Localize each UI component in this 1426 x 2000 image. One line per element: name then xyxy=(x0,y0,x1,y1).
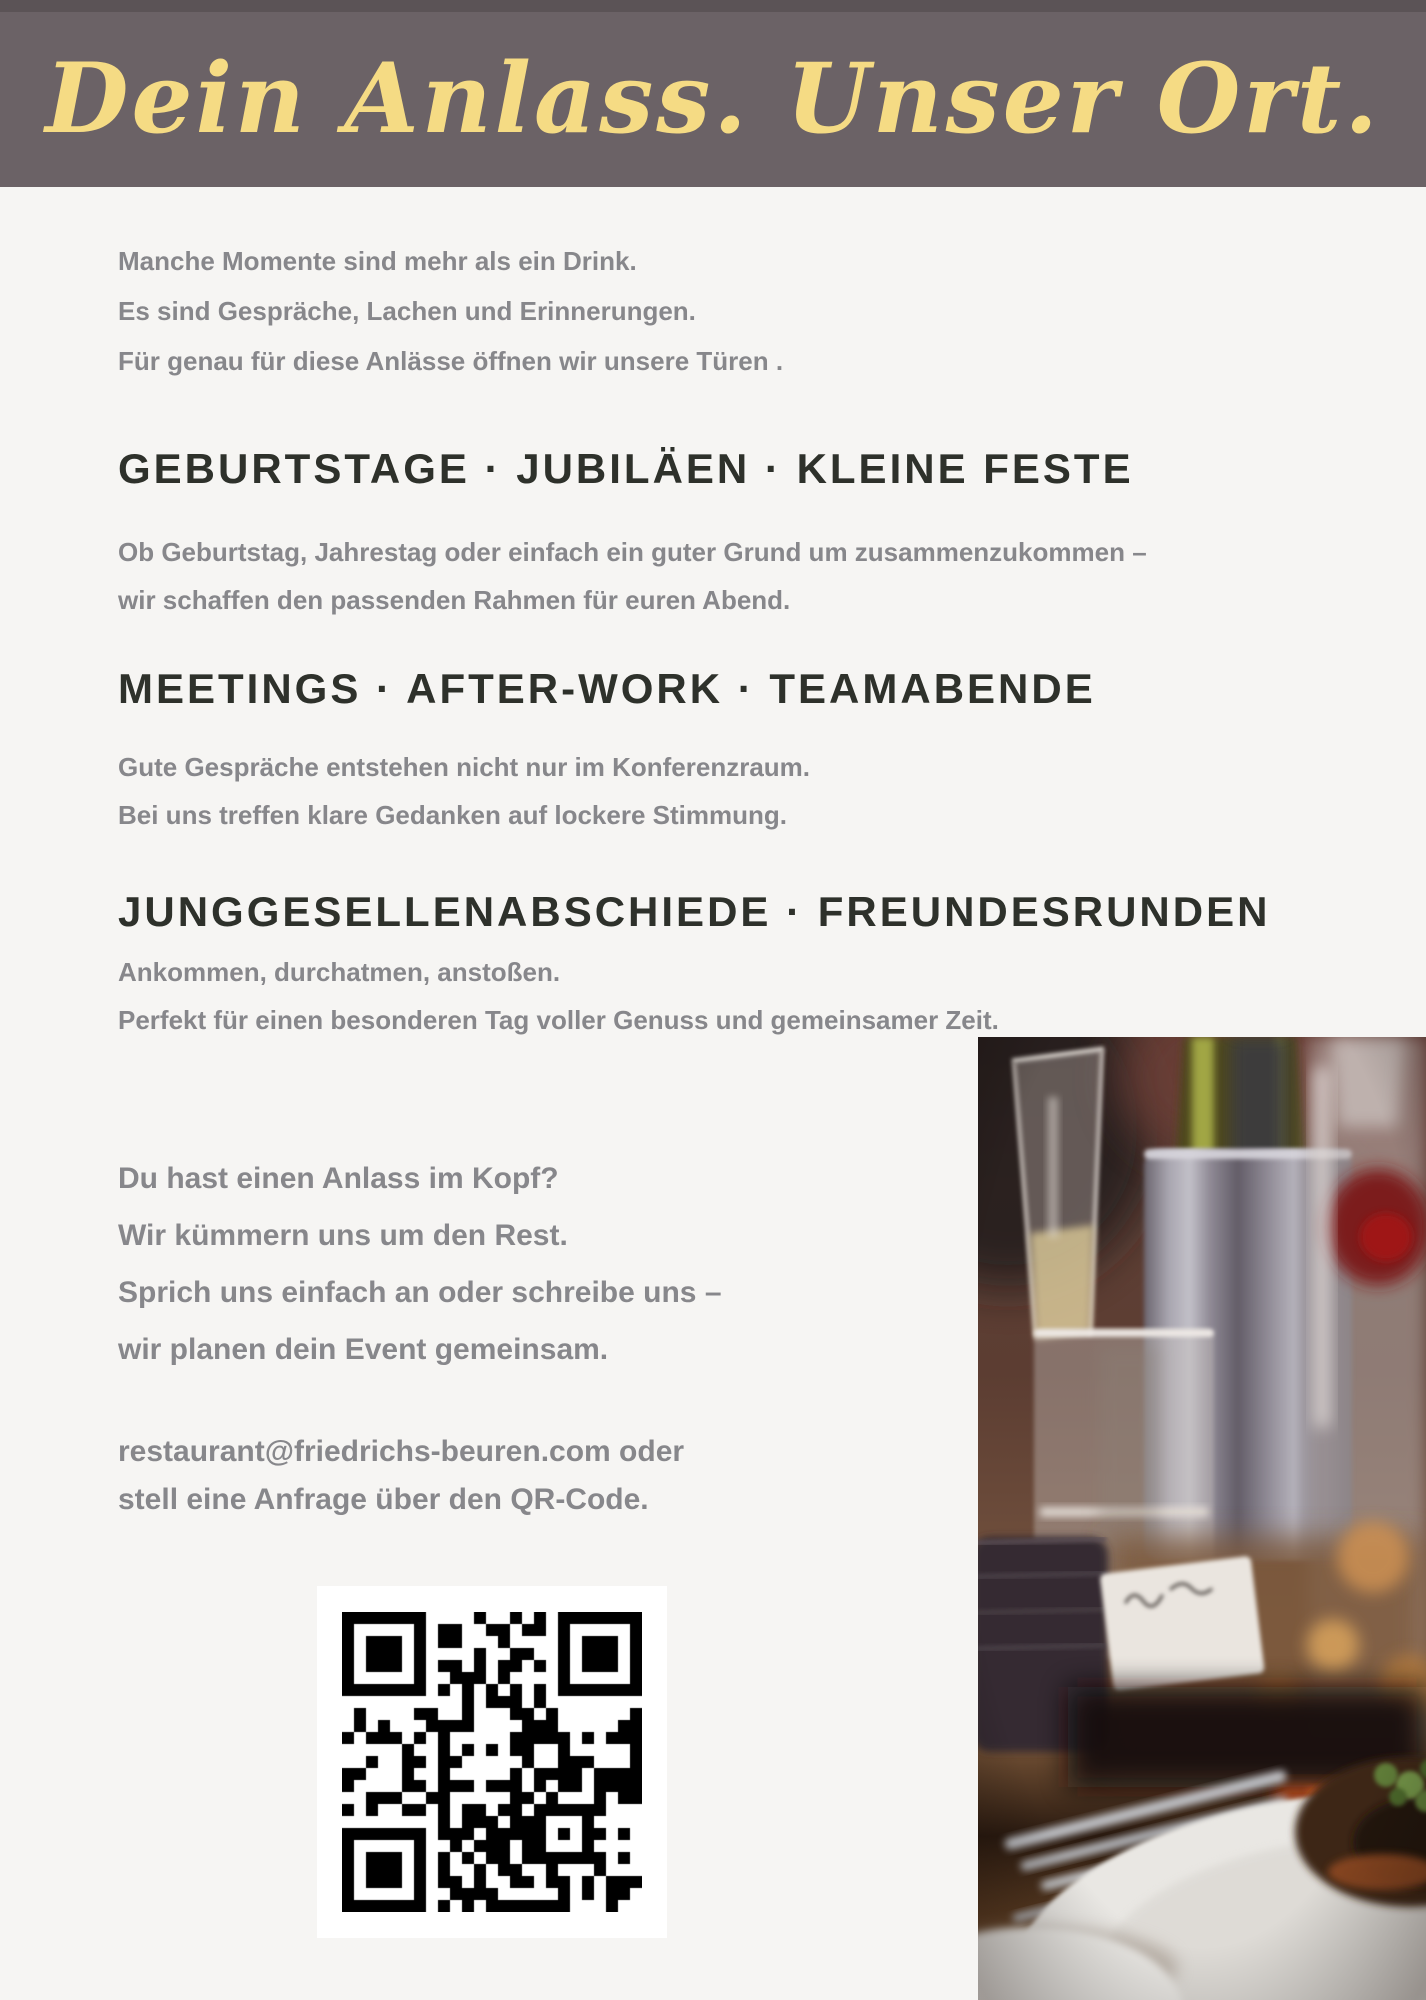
text-line: Bei uns treffen klare Gedanken auf lockere Stimmung. xyxy=(118,800,787,830)
cta-line: Sprich uns einfach an oder schreibe uns – xyxy=(118,1276,722,1309)
section-body-junggesellenabschiede xyxy=(118,948,999,1044)
table-setting-photo xyxy=(978,1037,1426,2000)
intro-line: Für genau für diese Anlässe öffnen wir unsere Türen . xyxy=(118,346,784,376)
text-line: Perfekt für einen besonderen Tag voller Genuss und gemeinsamer Zeit. xyxy=(118,1005,999,1035)
text-line: Ob Geburtstag, Jahrestag oder einfach ein guter Grund um zusammenzukommen – xyxy=(118,537,1147,567)
qr-code xyxy=(317,1586,667,1938)
section-heading-meetings: MEETINGS · AFTER-WORK · TEAMABENDE xyxy=(118,665,1096,712)
table-setting-illustration xyxy=(978,1037,1426,2000)
intro-paragraph xyxy=(118,236,783,386)
intro-line: Manche Momente sind mehr als ein Drink. xyxy=(118,246,637,276)
page-title: Dein Anlass. Unser Ort. xyxy=(45,42,1381,155)
text-line: Ankommen, durchatmen, anstoßen. xyxy=(118,957,561,987)
section-body-meetings xyxy=(118,743,810,839)
cta-line: wir planen dein Event gemeinsam. xyxy=(118,1333,609,1366)
cta-line: Du hast einen Anlass im Kopf? xyxy=(118,1162,559,1195)
contact-block xyxy=(118,1428,684,1524)
intro-line: Es sind Gespräche, Lachen und Erinnerungen. xyxy=(118,296,696,326)
section-heading-geburtstage: GEBURTSTAGE · JUBILÄEN · KLEINE FESTE xyxy=(118,445,1134,492)
section-body-geburtstage xyxy=(118,528,1147,624)
cta-paragraph xyxy=(118,1150,722,1378)
qr-code-canvas xyxy=(342,1612,642,1912)
contact-email-line: restaurant@friedrichs-beuren.com oder xyxy=(118,1435,685,1468)
text-line: Gute Gespräche entstehen nicht nur im Konferenzraum. xyxy=(118,752,811,782)
header-banner xyxy=(0,0,1426,187)
contact-qr-line: stell eine Anfrage über den QR-Code. xyxy=(118,1483,649,1516)
cta-line: Wir kümmern uns um den Rest. xyxy=(118,1219,568,1252)
text-line: wir schaffen den passenden Rahmen für euren Abend. xyxy=(118,585,791,615)
section-heading-junggesellenabschiede: JUNGGESELLENABSCHIEDE · FREUNDESRUNDEN xyxy=(118,888,1271,935)
